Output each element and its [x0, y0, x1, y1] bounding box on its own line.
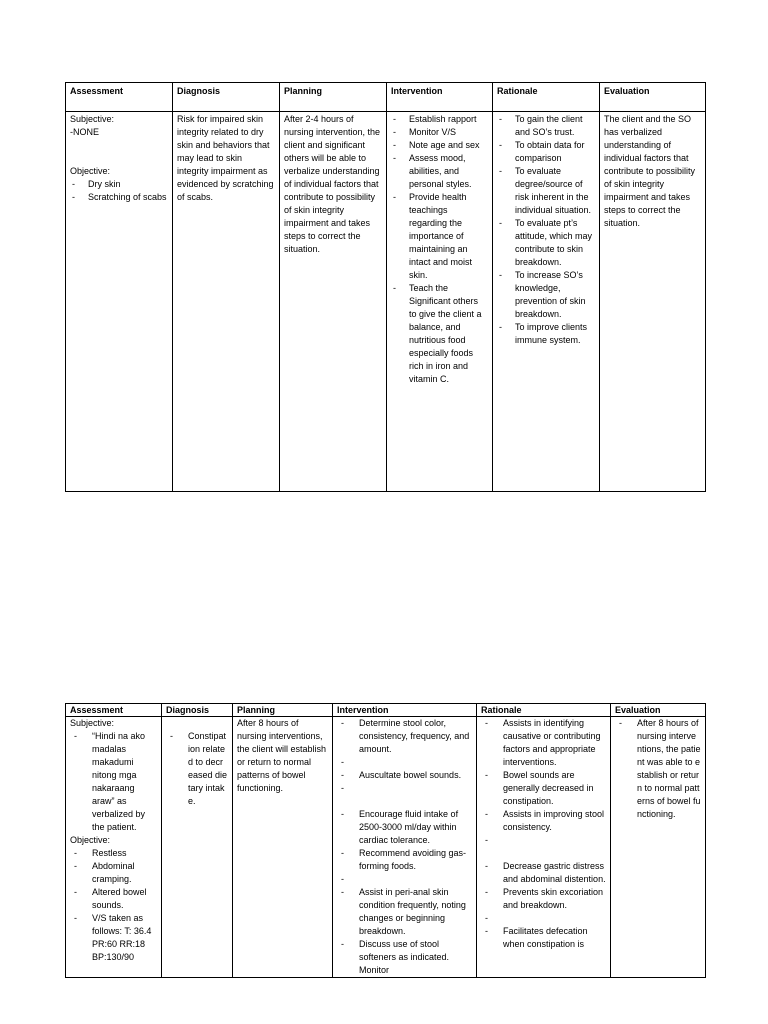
objective-list [70, 178, 168, 204]
list-item: - Scratching of scabs [70, 191, 168, 204]
objective-list [70, 847, 157, 964]
list-item: - To evaluate degree/source of risk inherent in the individual situation. [497, 165, 595, 217]
list-item: - Prevents skin excoriation and breakdown. [481, 886, 606, 912]
table-row [66, 112, 706, 492]
subjective-list [70, 730, 157, 834]
list-item: - Assist in peri-anal skin condition frequently, noting changes or beginning breakdown. [337, 886, 472, 938]
list-item: - Dry skin [70, 178, 168, 191]
diagnosis-cell: Risk for impaired skin integrity related to dry skin and behaviors that may lead to skin integrity impairment as evidenced by scratching of scabs. [173, 112, 280, 492]
list-item: - Establish rapport [391, 113, 488, 126]
list-item: - Assists in improving stool consistency. [481, 808, 606, 834]
subjective-label: Subjective: [70, 718, 115, 728]
list-item: - Assess mood, abilities, and personal styles. [391, 152, 488, 191]
intervention-list [337, 717, 472, 977]
rationale-cell [477, 717, 611, 978]
intervention-cell [333, 717, 477, 978]
list-item: - Assists in identifying causative or contributing factors and appropriate interventions. [481, 717, 606, 769]
list-item: - Provide health teachings regarding the importance of maintaining an intact and moist skin. [391, 191, 488, 282]
list-item: - Note age and sex [391, 139, 488, 152]
header-rationale: Rationale [477, 704, 611, 717]
intervention-list [391, 113, 488, 386]
header-assessment: Assessment [66, 704, 162, 717]
list-item: - Teach the Significant others to give the client a balance, and nutritious food especially foods rich in iron and vitamin C. [391, 282, 488, 386]
list-item: - Discuss use of stool softeners as indicated. Monitor [337, 938, 472, 977]
assessment-cell [66, 717, 162, 978]
list-item: - Monitor V/S [391, 126, 488, 139]
subjective-value: -NONE [70, 127, 99, 137]
header-evaluation: Evaluation [600, 83, 706, 112]
list-item: - Auscultate bowel sounds. [337, 769, 472, 782]
planning-cell: After 8 hours of nursing interventions, the client will establish or return to normal patterns of bowel functioning. [233, 717, 333, 978]
list-item: - After 8 hours of nursing interventions, the patient was able to establish or return to normal patterns of bowel functioning. [615, 717, 701, 821]
intervention-cell [387, 112, 493, 492]
list-item: - To improve clients immune system. [497, 321, 595, 347]
list-item: - Recommend avoiding gas-forming foods. [337, 847, 472, 873]
list-item: - Decrease gastric distress and abdominal distention. [481, 860, 606, 886]
subjective-label: Subjective: [70, 114, 115, 124]
objective-label: Objective: [70, 166, 111, 176]
rationale-list [497, 113, 595, 347]
diagnosis-cell [162, 717, 233, 978]
evaluation-list [615, 717, 701, 821]
header-diagnosis: Diagnosis [162, 704, 233, 717]
header-planning: Planning [233, 704, 333, 717]
care-plan-table-constipation [65, 703, 706, 978]
list-item: - Constipation related to decreased dietary intake. [166, 730, 228, 808]
list-item: - Encourage fluid intake of 2500-3000 ml/day within cardiac tolerance. [337, 808, 472, 847]
list-item: - Facilitates defecation when constipation is [481, 925, 606, 951]
evaluation-cell [611, 717, 706, 978]
list-item: - To increase SO’s knowledge, prevention of skin breakdown. [497, 269, 595, 321]
header-intervention: Intervention [333, 704, 477, 717]
list-item: - Bowel sounds are generally decreased in constipation. [481, 769, 606, 808]
header-row [66, 83, 706, 112]
list-item: - Abdominal cramping. [70, 860, 157, 886]
list-item: - To evaluate pt’s attitude, which may contribute to skin breakdown. [497, 217, 595, 269]
list-item: - Determine stool color, consistency, frequency, and amount. [337, 717, 472, 756]
list-item: - To obtain data for comparison [497, 139, 595, 165]
list-item: - Restless [70, 847, 157, 860]
evaluation-cell: The client and the SO has verbalized understanding of individual factors that contribute to possibility of skin integrity impairment and takes steps to correct the situation. [600, 112, 706, 492]
care-plan-table-impaired-skin [65, 82, 706, 492]
assessment-cell [66, 112, 173, 492]
header-assessment: Assessment [66, 83, 173, 112]
header-evaluation: Evaluation [611, 704, 706, 717]
header-rationale: Rationale [493, 83, 600, 112]
planning-cell: After 2-4 hours of nursing intervention, the client and significant others will be able to verbalize understanding of individual factors that contribute to possibility of skin integrity impairment and takes steps to correct the situation. [280, 112, 387, 492]
list-item: - Altered bowel sounds. [70, 886, 157, 912]
header-intervention: Intervention [387, 83, 493, 112]
list-item: - “Hindi na ako madalas makadumi nitong mga nakaraang araw” as verbalized by the patient. [70, 730, 157, 834]
header-row [66, 704, 706, 717]
list-item: - To gain the client and SO’s trust. [497, 113, 595, 139]
table-row [66, 717, 706, 978]
diagnosis-list [166, 730, 228, 808]
rationale-list [481, 717, 606, 951]
header-planning: Planning [280, 83, 387, 112]
header-diagnosis: Diagnosis [173, 83, 280, 112]
rationale-cell [493, 112, 600, 492]
list-item: - V/S taken as follows: T: 36.4 PR:60 RR:18 BP:130/90 [70, 912, 157, 964]
objective-label: Objective: [70, 835, 111, 845]
